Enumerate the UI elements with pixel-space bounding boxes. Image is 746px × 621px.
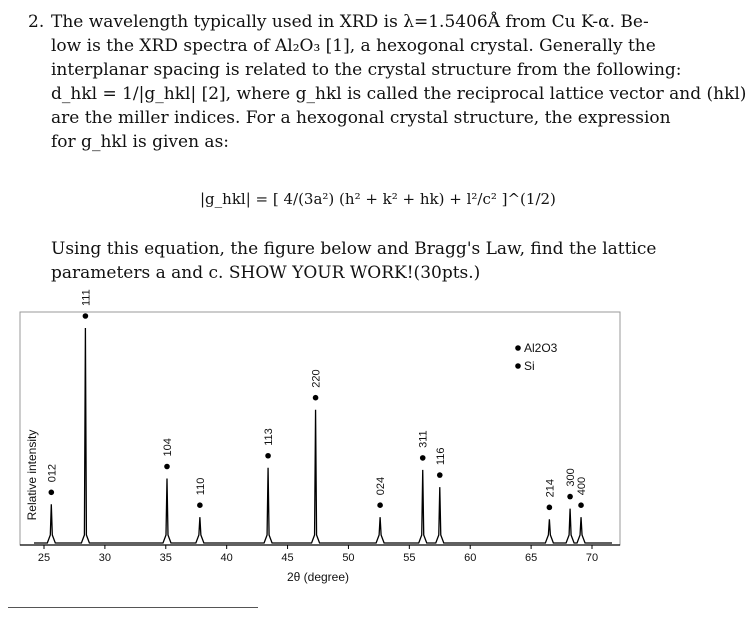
peak-marker-113 [265, 453, 271, 459]
problem-line-6: for g_hkl is given as: [51, 132, 230, 152]
peak-label-300: 300 [565, 468, 578, 487]
x-tick-label-65: 65 [524, 552, 538, 564]
x-tick-label-70: 70 [585, 552, 599, 564]
problem-line-4: d_hkl = 1/|g_hkl| [2], where g_hkl is called the reciprocal lattice vector and (hkl) [51, 84, 746, 104]
chart-legend [515, 341, 557, 373]
peak-label-311: 311 [417, 430, 430, 448]
problem-number: 2. [28, 12, 45, 32]
peak-marker-012 [49, 490, 55, 496]
x-tick-label-60: 60 [464, 552, 477, 564]
chart-peak-labels [46, 289, 588, 510]
problem-line-1: The wavelength typically used in XRD is λ=1.5406Å from Cu K-α. Be- [51, 12, 649, 32]
legend-label-al2o3: Al2O3 [524, 341, 558, 355]
peak-label-400: 400 [576, 476, 589, 496]
peak-marker-400 [578, 502, 584, 508]
peak-label-024: 024 [375, 476, 388, 496]
peak-marker-214 [547, 505, 553, 511]
peak-marker-300 [567, 494, 573, 500]
peak-label-012: 012 [46, 463, 59, 483]
chart-x-ticks [38, 545, 598, 564]
x-tick-label-25: 25 [37, 552, 51, 564]
peak-marker-110 [197, 502, 203, 508]
follow-up-line-2: parameters a and c. SHOW YOUR WORK!(30pts.) [51, 263, 481, 283]
x-tick-label-30: 30 [98, 552, 112, 564]
problem-line-5: are the miller indices. For a hexogonal crystal structure, the expression [51, 108, 671, 128]
xrd-spectrum-svg [0, 289, 700, 621]
equation-text: |g_hkl| = [ 4/(3a²) (h² + k² + hk) + l²/c² ]^(1/2) [200, 190, 556, 208]
problem-line-3: interplanar spacing is related to the crystal structure from the following: [51, 60, 682, 80]
xrd-chart [0, 289, 700, 621]
peak-label-110: 110 [194, 477, 207, 496]
legend-marker-al2o3 [515, 345, 521, 351]
peak-label-111: 111 [80, 289, 93, 306]
x-tick-label-35: 35 [159, 552, 172, 564]
y-axis-label: Relative intensity [25, 429, 39, 521]
x-axis-label: 2θ (degree) [286, 570, 350, 584]
problem-line-2: low is the XRD spectra of Al₂O₃ [1], a hexogonal crystal. Generally the [51, 36, 656, 56]
problem-body [51, 10, 746, 154]
peak-label-214: 214 [544, 478, 557, 498]
peak-marker-116 [437, 472, 443, 478]
peak-marker-104 [164, 464, 170, 470]
peak-label-220: 220 [310, 369, 323, 388]
legend-label-si: Si [524, 359, 535, 373]
follow-up-body [51, 237, 657, 285]
peak-label-116: 116 [434, 447, 447, 466]
peak-marker-220 [313, 395, 319, 401]
x-tick-label-55: 55 [403, 552, 416, 564]
follow-up-line-1: Using this equation, the figure below and Bragg's Law, find the lattice [51, 239, 657, 259]
peak-marker-111 [83, 313, 89, 319]
peak-label-113: 113 [263, 428, 276, 446]
page-divider [8, 607, 258, 608]
x-tick-label-40: 40 [220, 552, 233, 564]
peak-label-104: 104 [161, 438, 174, 457]
x-tick-label-50: 50 [342, 552, 355, 564]
peak-marker-024 [377, 502, 383, 508]
reciprocal-lattice-equation [200, 172, 556, 232]
legend-marker-si [515, 363, 521, 369]
peak-marker-311 [420, 455, 426, 461]
x-tick-label-45: 45 [281, 552, 294, 564]
